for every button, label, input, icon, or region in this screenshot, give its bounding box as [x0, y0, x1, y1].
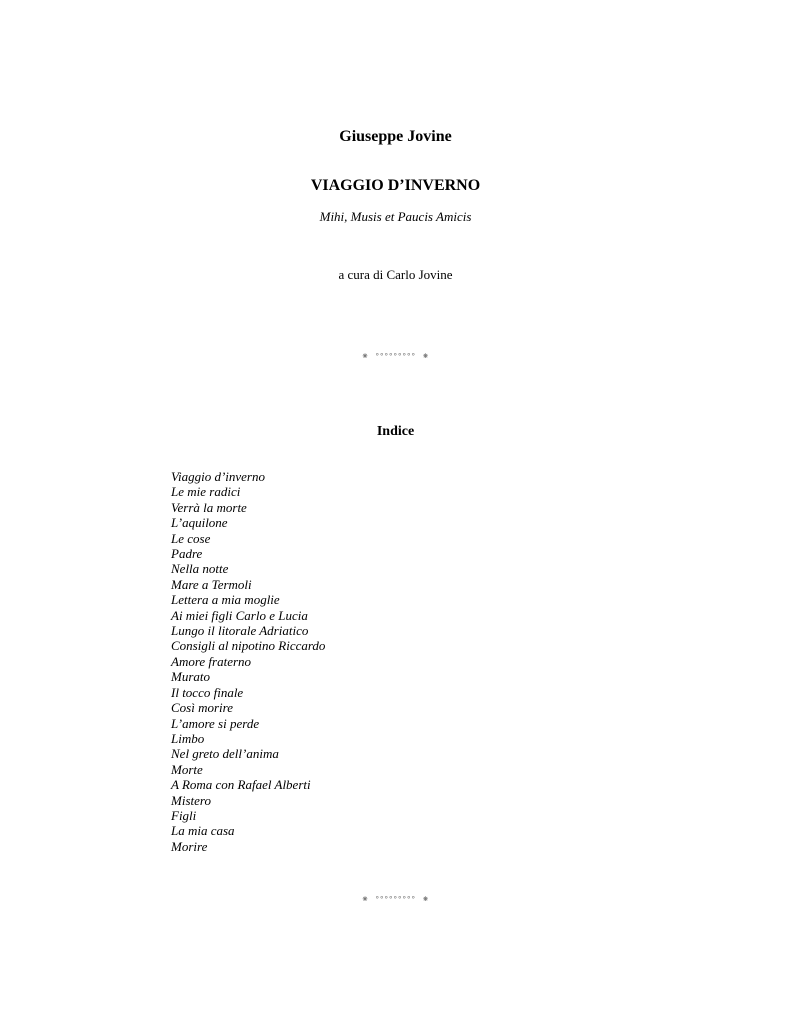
- divider-dots: °°°°°°°°°: [375, 352, 416, 361]
- author-name: Giuseppe Jovine: [339, 128, 452, 145]
- index-entry: Nella notte: [171, 561, 229, 577]
- index-entry: Mistero: [171, 792, 211, 808]
- index-entry: A Roma con Rafael Alberti: [171, 777, 311, 793]
- asterism-icon: ⁕: [421, 352, 430, 362]
- table-of-contents: [171, 469, 325, 854]
- index-entry: Ai miei figli Carlo e Lucia: [171, 607, 308, 623]
- index-entry: Figli: [171, 807, 197, 823]
- index-entry: Lettera a mia moglie: [171, 592, 280, 608]
- index-entry: Amore fraterno: [171, 653, 252, 669]
- index-entry: La mia casa: [171, 823, 235, 839]
- index-entry: Le mie radici: [171, 484, 241, 500]
- index-entry: Le cose: [171, 530, 211, 546]
- index-entry: L’amore si perde: [171, 715, 260, 731]
- book-title: VIAGGIO D’INVERNO: [310, 177, 481, 194]
- divider-dots: °°°°°°°°°: [375, 895, 416, 904]
- index-entry: Morte: [171, 761, 203, 777]
- index-entry: Mare a Termoli: [171, 576, 252, 592]
- index-entry: Lungo il litorale Adriatico: [171, 623, 309, 639]
- index-entry: Così morire: [171, 700, 233, 716]
- index-entry: Murato: [171, 669, 210, 685]
- asterism-icon: ⁕: [421, 895, 430, 905]
- book-subtitle: Mihi, Musis et Paucis Amicis: [319, 209, 472, 224]
- section-divider: [0, 352, 791, 362]
- index-entry: Il tocco finale: [171, 684, 244, 700]
- asterism-icon: ⁕: [361, 895, 370, 905]
- index-entry: Viaggio d’inverno: [171, 469, 265, 484]
- index-entry: Nel greto dell’anima: [171, 746, 279, 762]
- index-entry: Padre: [171, 546, 203, 562]
- index-entry: Morire: [171, 838, 208, 854]
- asterism-icon: ⁕: [361, 352, 370, 362]
- section-divider: [0, 895, 791, 905]
- index-entry: Verrà la morte: [171, 499, 247, 515]
- index-entry: Limbo: [171, 730, 205, 746]
- index-heading: Indice: [376, 424, 415, 439]
- index-entry: L’aquilone: [171, 515, 228, 531]
- index-entry: Consigli al nipotino Riccardo: [171, 638, 326, 654]
- editor-credit: a cura di Carlo Jovine: [338, 267, 453, 282]
